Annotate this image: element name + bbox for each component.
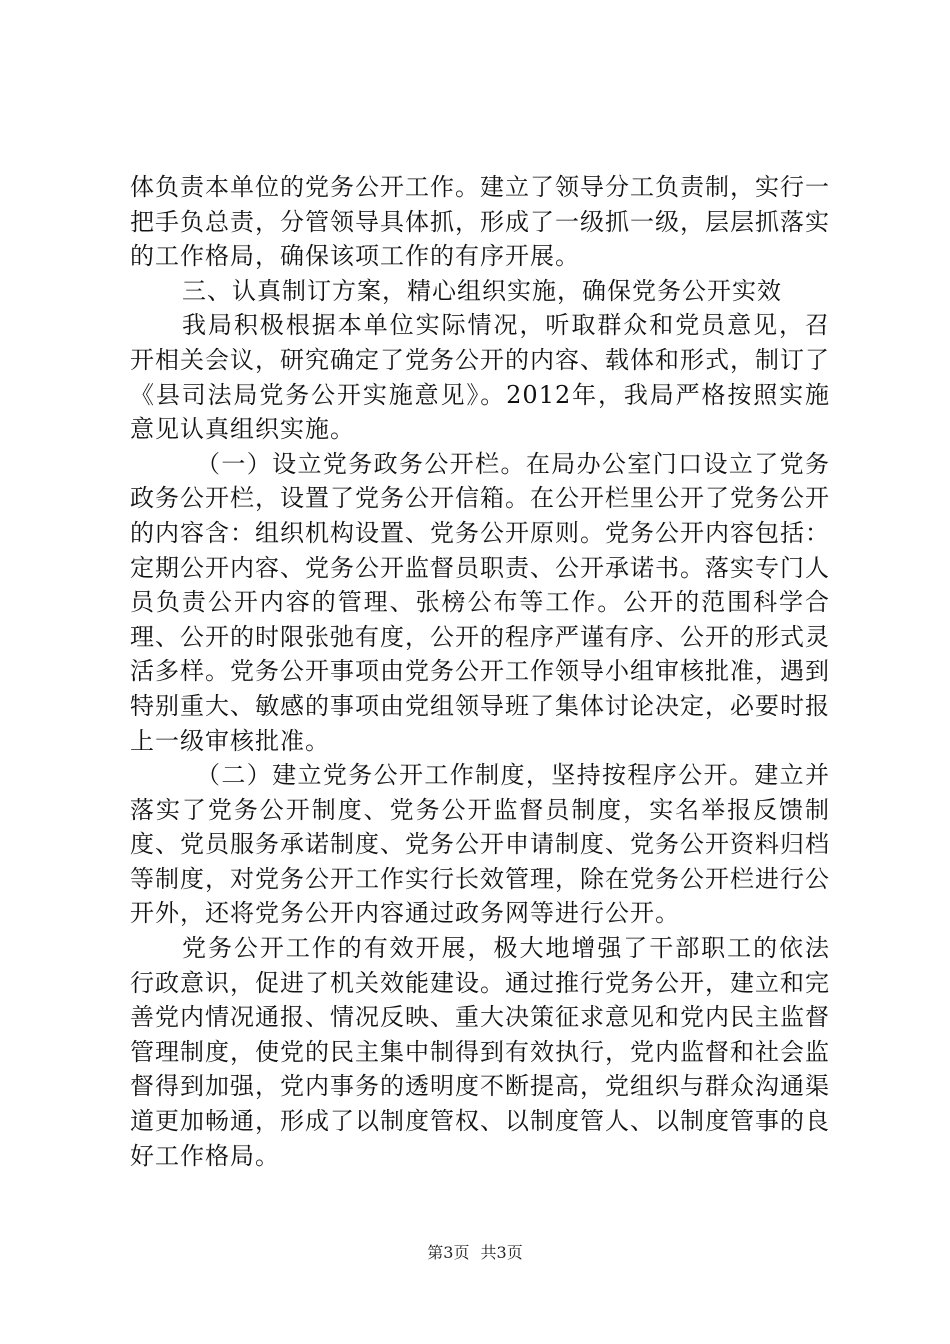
page-total: 共3页 [480, 1243, 523, 1262]
section-heading-three: 三、认真制订方案，精心组织实施，确保党务公开实效 [182, 276, 782, 305]
paragraph-leadership-responsibility: 体负责本单位的党务公开工作。建立了领导分工负责制，实行一把手负总责，分管领导具体抓，形成了一级抓一级，层层抓落实的工作格局，确保该项工作的有序开展。 [130, 173, 830, 271]
paragraph-implementation-plan: 我局积极根据本单位实际情况，听取群众和党员意见，召开相关会议，研究确定了党务公开的内容、载体和形式，制订了《县司法局党务公开实施意见》。2012年，我局严格按照实施意见认真组织实施。 [130, 311, 830, 444]
document-body [130, 170, 830, 1173]
paragraph-conclusion: 党务公开工作的有效开展，极大地增强了干部职工的依法行政意识，促进了机关效能建设。通过推行党务公开，建立和完善党内情况通报、情况反映、重大决策征求意见和党内民主监督管理制度，使党的民主集中制得到有效执行，党内监督和社会监督得到加强，党内事务的透明度不断提高，党组织与群众沟通渠道更加畅通，形成了以制度管权、以制度管人、以制度管事的良好工作格局。 [130, 934, 830, 1170]
page-number: 第3页 [427, 1243, 470, 1262]
page-footer [0, 1243, 950, 1263]
paragraph-bulletin-board: （一）设立党务政务公开栏。在局办公室门口设立了党务政务公开栏，设置了党务公开信箱。在公开栏里公开了党务公开的内容含：组织机构设置、党务公开原则。党务公开内容包括：定期公开内容、党务公开监督员职责、公开承诺书。落实专门人员负责公开内容的管理、张榜公布等工作。公开的范围科学合理、公开的时限张弛有度，公开的程序严谨有序、公开的形式灵活多样。党务公开事项由党务公开工作领导小组审核批准，遇到特别重大、敏感的事项由党组领导班了集体讨论决定，必要时报上一级审核批准。 [130, 449, 830, 755]
paragraph-work-system: （二）建立党务公开工作制度，坚持按程序公开。建立并落实了党务公开制度、党务公开监督员制度，实名举报反馈制度、党员服务承诺制度、党务公开申请制度、党务公开资料归档等制度，对党务公开工作实行长效管理，除在党务公开栏进行公开外，还将党务公开内容通过政务网等进行公开。 [130, 761, 830, 928]
